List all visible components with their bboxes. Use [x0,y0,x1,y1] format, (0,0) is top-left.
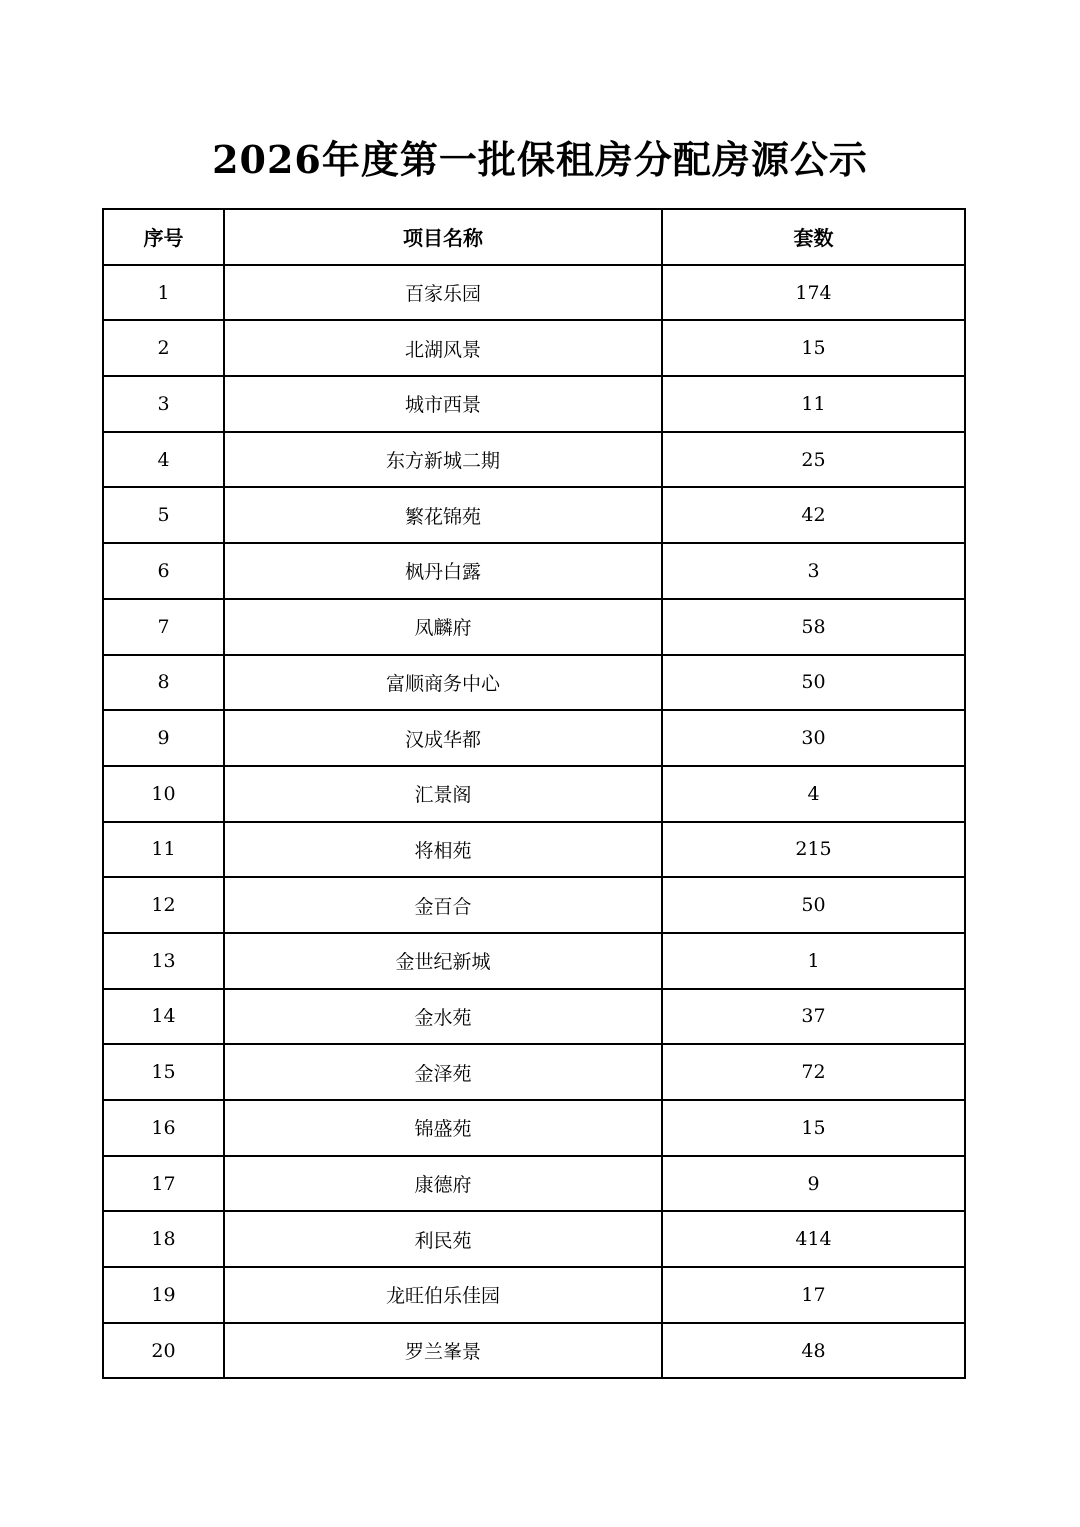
cell-unit-count: 37 [662,989,965,1045]
cell-index: 13 [103,933,224,989]
table-row [103,655,965,711]
cell-unit-count: 15 [662,320,965,376]
table-row [103,432,965,488]
table-row [103,487,965,543]
cell-index: 10 [103,766,224,822]
cell-index: 3 [103,376,224,432]
cell-index: 17 [103,1156,224,1212]
cell-project-name: 枫丹白露 [224,543,662,599]
cell-project-name: 东方新城二期 [224,432,662,488]
cell-unit-count: 174 [662,265,965,321]
cell-project-name: 城市西景 [224,376,662,432]
cell-unit-count: 58 [662,599,965,655]
cell-index: 15 [103,1044,224,1100]
cell-project-name: 凤麟府 [224,599,662,655]
header-index: 序号 [103,209,224,265]
cell-project-name: 罗兰峯景 [224,1323,662,1379]
cell-project-name: 汉成华都 [224,710,662,766]
cell-project-name: 将相苑 [224,822,662,878]
cell-project-name: 繁花锦苑 [224,487,662,543]
cell-project-name: 锦盛苑 [224,1100,662,1156]
cell-unit-count: 25 [662,432,965,488]
table-body [103,265,965,1379]
cell-unit-count: 1 [662,933,965,989]
allocation-table [102,208,966,1379]
cell-unit-count: 9 [662,1156,965,1212]
table-row [103,1211,965,1267]
cell-project-name: 金泽苑 [224,1044,662,1100]
table-row [103,1267,965,1323]
cell-project-name: 北湖风景 [224,320,662,376]
cell-project-name: 汇景阁 [224,766,662,822]
cell-index: 14 [103,989,224,1045]
cell-index: 5 [103,487,224,543]
table-row [103,320,965,376]
table-row [103,1323,965,1379]
table-row [103,265,965,321]
cell-unit-count: 30 [662,710,965,766]
cell-index: 16 [103,1100,224,1156]
cell-unit-count: 4 [662,766,965,822]
cell-index: 7 [103,599,224,655]
cell-index: 20 [103,1323,224,1379]
cell-index: 2 [103,320,224,376]
table-header-row [103,209,965,265]
cell-unit-count: 11 [662,376,965,432]
table-row [103,1100,965,1156]
table-row [103,1156,965,1212]
cell-index: 11 [103,822,224,878]
page-title: 2026年度第一批保租房分配房源公示 [212,137,868,182]
cell-index: 18 [103,1211,224,1267]
cell-index: 4 [103,432,224,488]
table-row [103,376,965,432]
table-row [103,543,965,599]
table-row [103,710,965,766]
header-project-name: 项目名称 [224,209,662,265]
cell-index: 8 [103,655,224,711]
cell-unit-count: 72 [662,1044,965,1100]
cell-project-name: 康德府 [224,1156,662,1212]
cell-index: 12 [103,877,224,933]
cell-unit-count: 48 [662,1323,965,1379]
cell-project-name: 百家乐园 [224,265,662,321]
table-row [103,989,965,1045]
cell-unit-count: 3 [662,543,965,599]
table-row [103,599,965,655]
cell-project-name: 金水苑 [224,989,662,1045]
cell-project-name: 龙旺伯乐佳园 [224,1267,662,1323]
header-unit-count: 套数 [662,209,965,265]
table-row [103,822,965,878]
table-row [103,933,965,989]
cell-project-name: 金百合 [224,877,662,933]
cell-unit-count: 215 [662,822,965,878]
cell-project-name: 富顺商务中心 [224,655,662,711]
table-row [103,766,965,822]
cell-project-name: 利民苑 [224,1211,662,1267]
cell-unit-count: 42 [662,487,965,543]
cell-index: 9 [103,710,224,766]
cell-unit-count: 17 [662,1267,965,1323]
cell-index: 1 [103,265,224,321]
cell-unit-count: 15 [662,1100,965,1156]
cell-unit-count: 50 [662,877,965,933]
table-row [103,1044,965,1100]
cell-index: 19 [103,1267,224,1323]
cell-unit-count: 50 [662,655,965,711]
cell-unit-count: 414 [662,1211,965,1267]
cell-project-name: 金世纪新城 [224,933,662,989]
table-row [103,877,965,933]
cell-index: 6 [103,543,224,599]
